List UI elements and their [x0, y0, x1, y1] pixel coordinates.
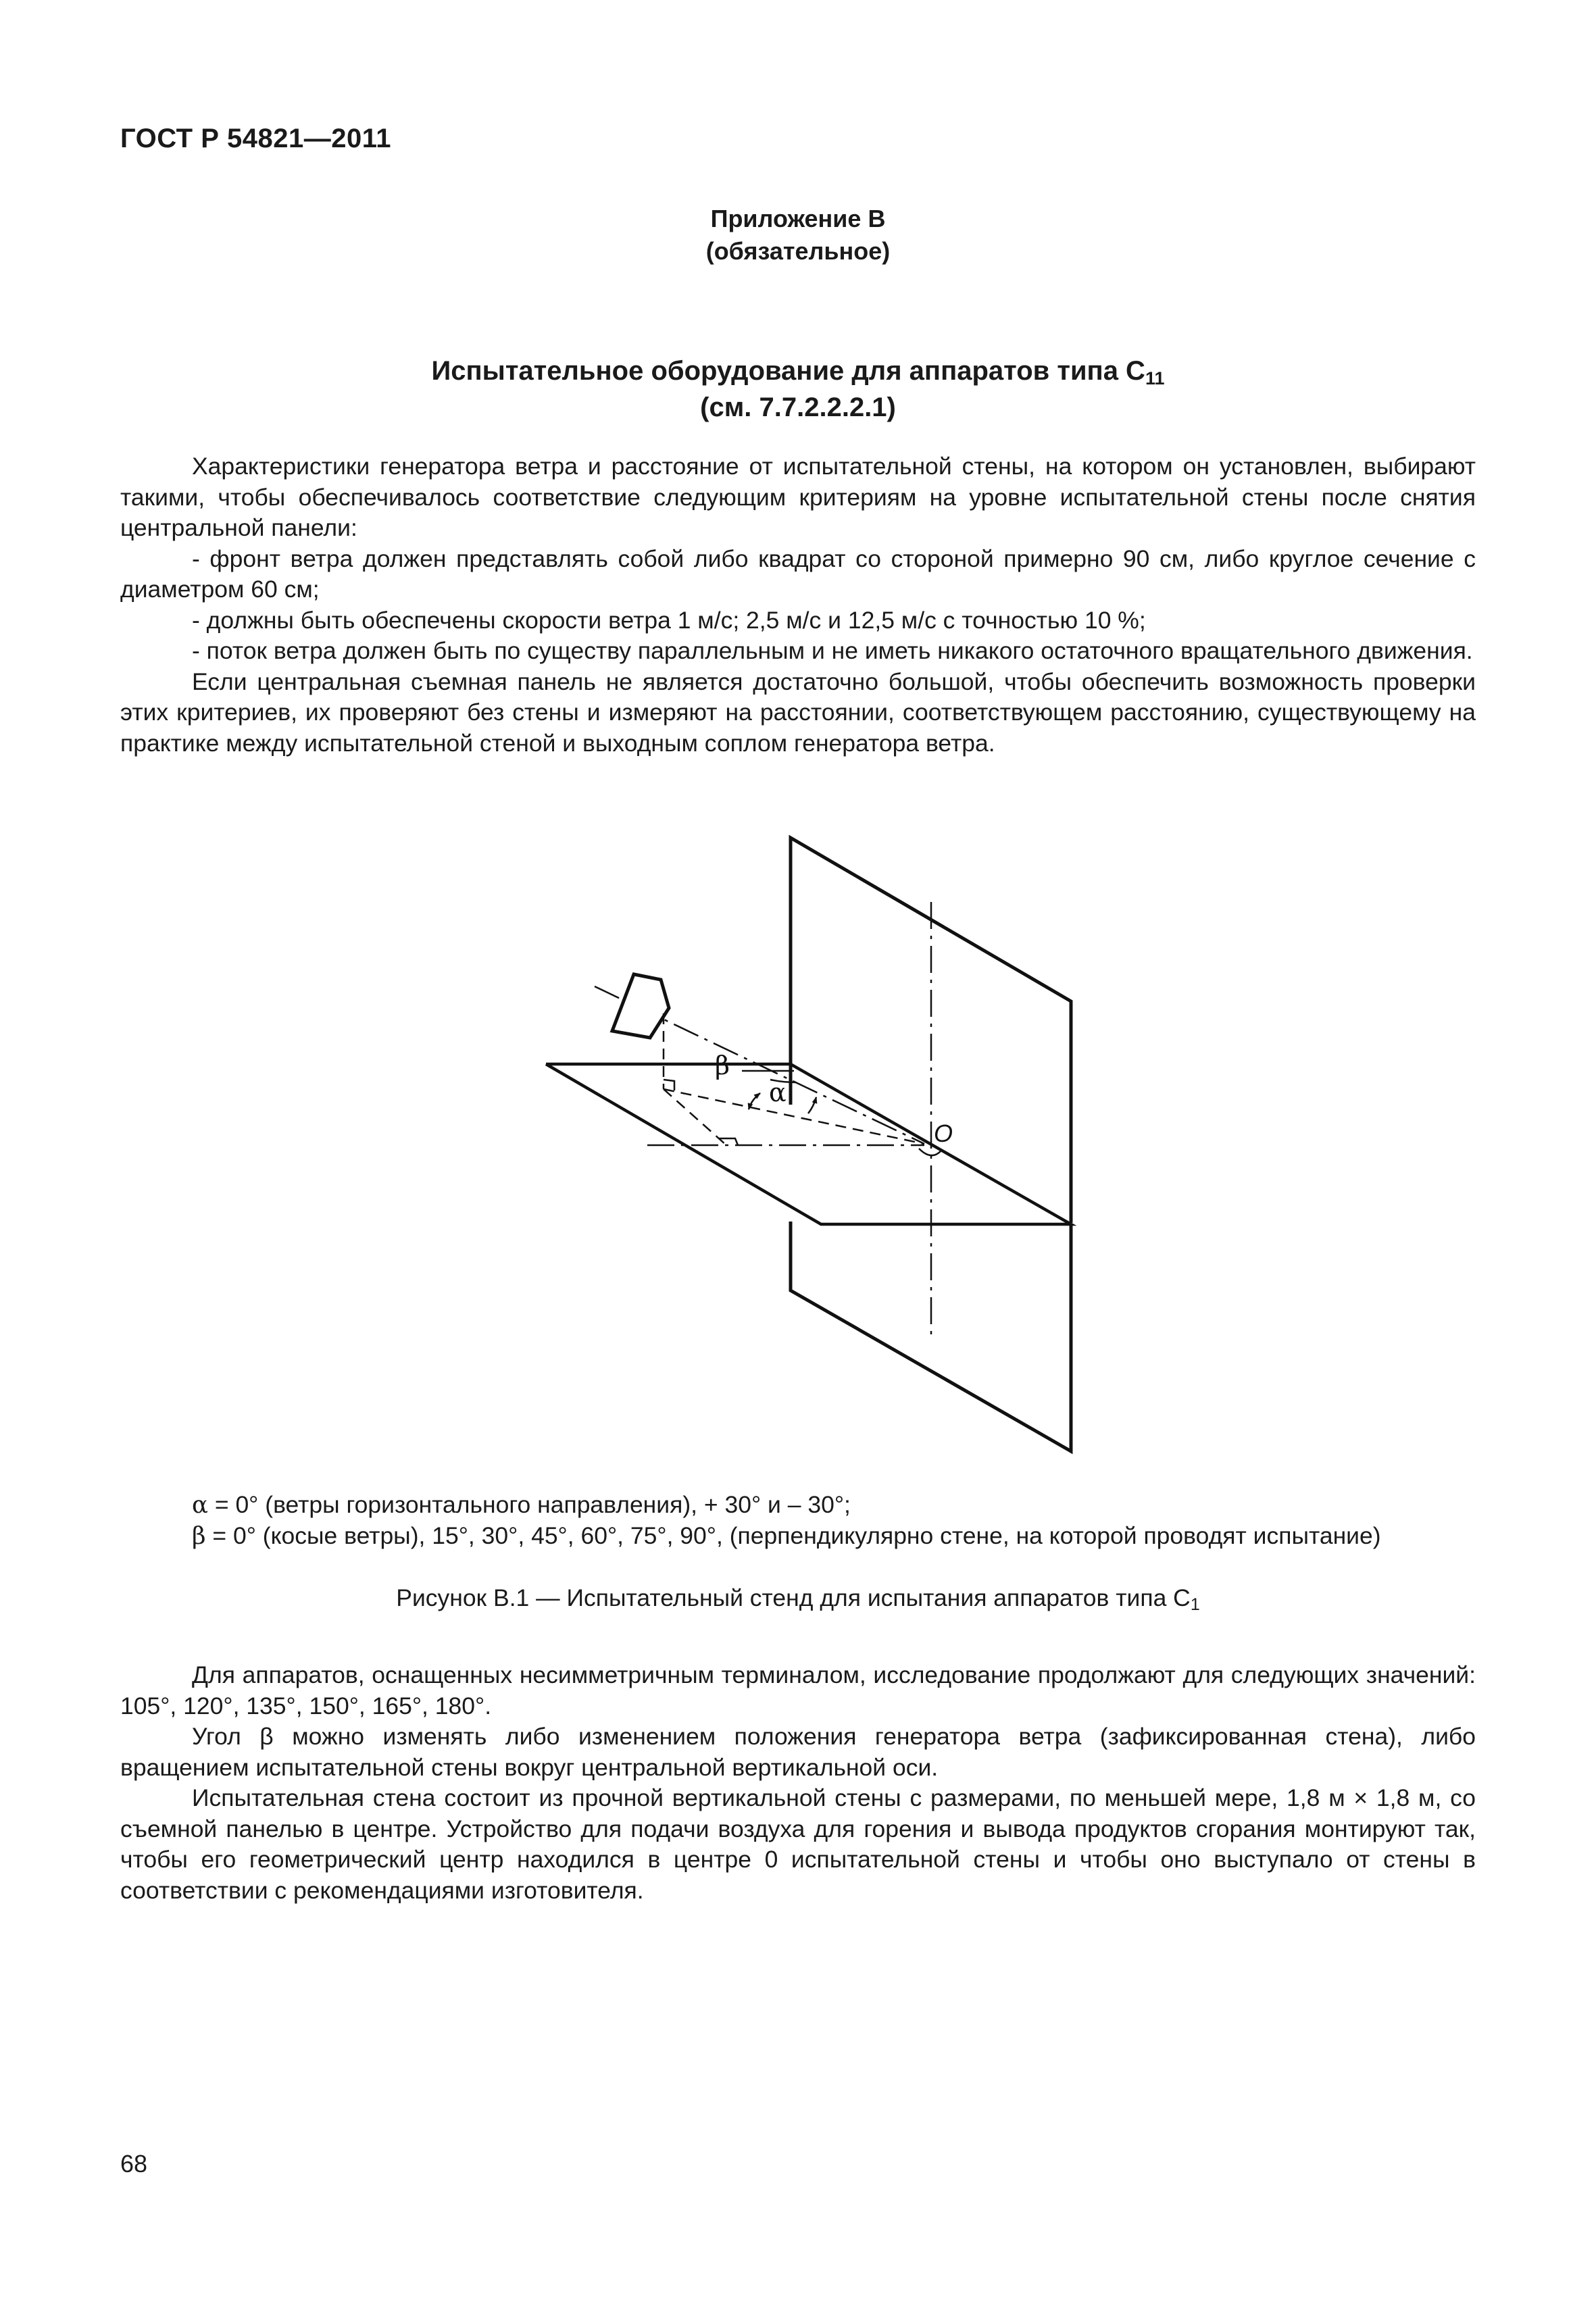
after-text — [120, 1660, 1476, 1906]
title-subscript: 11 — [1145, 368, 1165, 388]
alpha-legend — [192, 1490, 1476, 1521]
beta-label: β — [715, 1051, 730, 1080]
figure-legend — [192, 1490, 1476, 1551]
beta-symbol: β — [192, 1521, 206, 1550]
annex-label: Приложение В — [710, 205, 886, 232]
annex-title — [0, 353, 1596, 426]
paragraph: Для аппаратов, оснащенных несимметричным терминалом, исследование продолжают для следующих значений: 105°, 120°, 135°, 150°, 165°, 180°. — [120, 1661, 1476, 1719]
alpha-symbol: α — [192, 1491, 208, 1519]
beta-legend — [192, 1521, 1476, 1552]
list-item: - должны быть обеспечены скорости ветра 1 м/с; 2,5 м/с и 12,5 м/с с точностью 10 %; — [192, 606, 1146, 634]
beta-legend-text: = 0° (косые ветры), 15°, 30°, 45°, 60°, 75°, 90°, (перпендикулярно стене, на которой проводят испытание) — [205, 1521, 1381, 1549]
list-item: - поток ветра должен быть по существу параллельным и не иметь никакого остаточного вращательного движения. — [192, 637, 1473, 664]
wind-generator — [612, 974, 669, 1038]
alpha-legend-text: = 0° (ветры горизонтального направления), + 30° и – 30°; — [207, 1491, 851, 1518]
alpha-arc-2 — [808, 1097, 816, 1113]
paragraph: Если центральная съемная панель не является достаточно большой, чтобы обеспечить возможность проверки этих критериев, их проверяют без стены и измеряют на расстоянии, соответствующем расстоянию, существующему на практике между испытательной стеной и выходным соплом генератора ветра. — [120, 668, 1476, 757]
figure-caption — [0, 1583, 1596, 1613]
title-line-2: (см. 7.7.2.2.2.1) — [700, 393, 896, 422]
page-number: 68 — [120, 2150, 148, 2178]
test-stand-figure — [527, 828, 1101, 1463]
annex-heading — [0, 203, 1596, 268]
wall-upper-outline — [791, 838, 1071, 1223]
paragraph: Испытательная стена состоит из прочной вертикальной стены с размерами, по меньшей мере, 1,8 м × 1,8 м, со съемной панелью в центре. Устройство для подачи воздуха для горения и вывода продуктов сгорания монтируют так, чтобы его геометрический центр находился в центре 0 испытательной стены и чтобы оно выступало от стены в соответствии с рекомендациями изготовителя. — [120, 1784, 1476, 1904]
caption-text: Рисунок В.1 — Испытательный стенд для испытания аппаратов типа С — [396, 1584, 1191, 1611]
list-item: - фронт ветра должен представлять собой либо квадрат со стороной примерно 90 см, либо круглое сечение с диаметром 60 см; — [120, 545, 1476, 603]
annex-status: (обязательное) — [705, 237, 891, 265]
intro-text — [120, 451, 1476, 759]
caption-subscript: 1 — [1190, 1595, 1200, 1614]
alpha-label: α — [769, 1078, 787, 1107]
paragraph: Угол β можно изменять либо изменением положения генератора ветра (зафиксированная стена), либо вращением испытательной стены вокруг центральной вертикальной оси. — [120, 1723, 1476, 1781]
title-text: Испытательное оборудование для аппаратов типа С — [431, 356, 1145, 386]
document-header: ГОСТ Р 54821—2011 — [120, 124, 391, 153]
title-line-1 — [0, 353, 1596, 389]
paragraph: Характеристики генератора ветра и расстояние от испытательной стены, на котором он установлен, выбирают такими, чтобы обеспечивалось соответствие следующим критериям на уровне испытательной стены после снятия центральной панели: — [120, 453, 1476, 541]
origin-label: O — [934, 1120, 953, 1147]
